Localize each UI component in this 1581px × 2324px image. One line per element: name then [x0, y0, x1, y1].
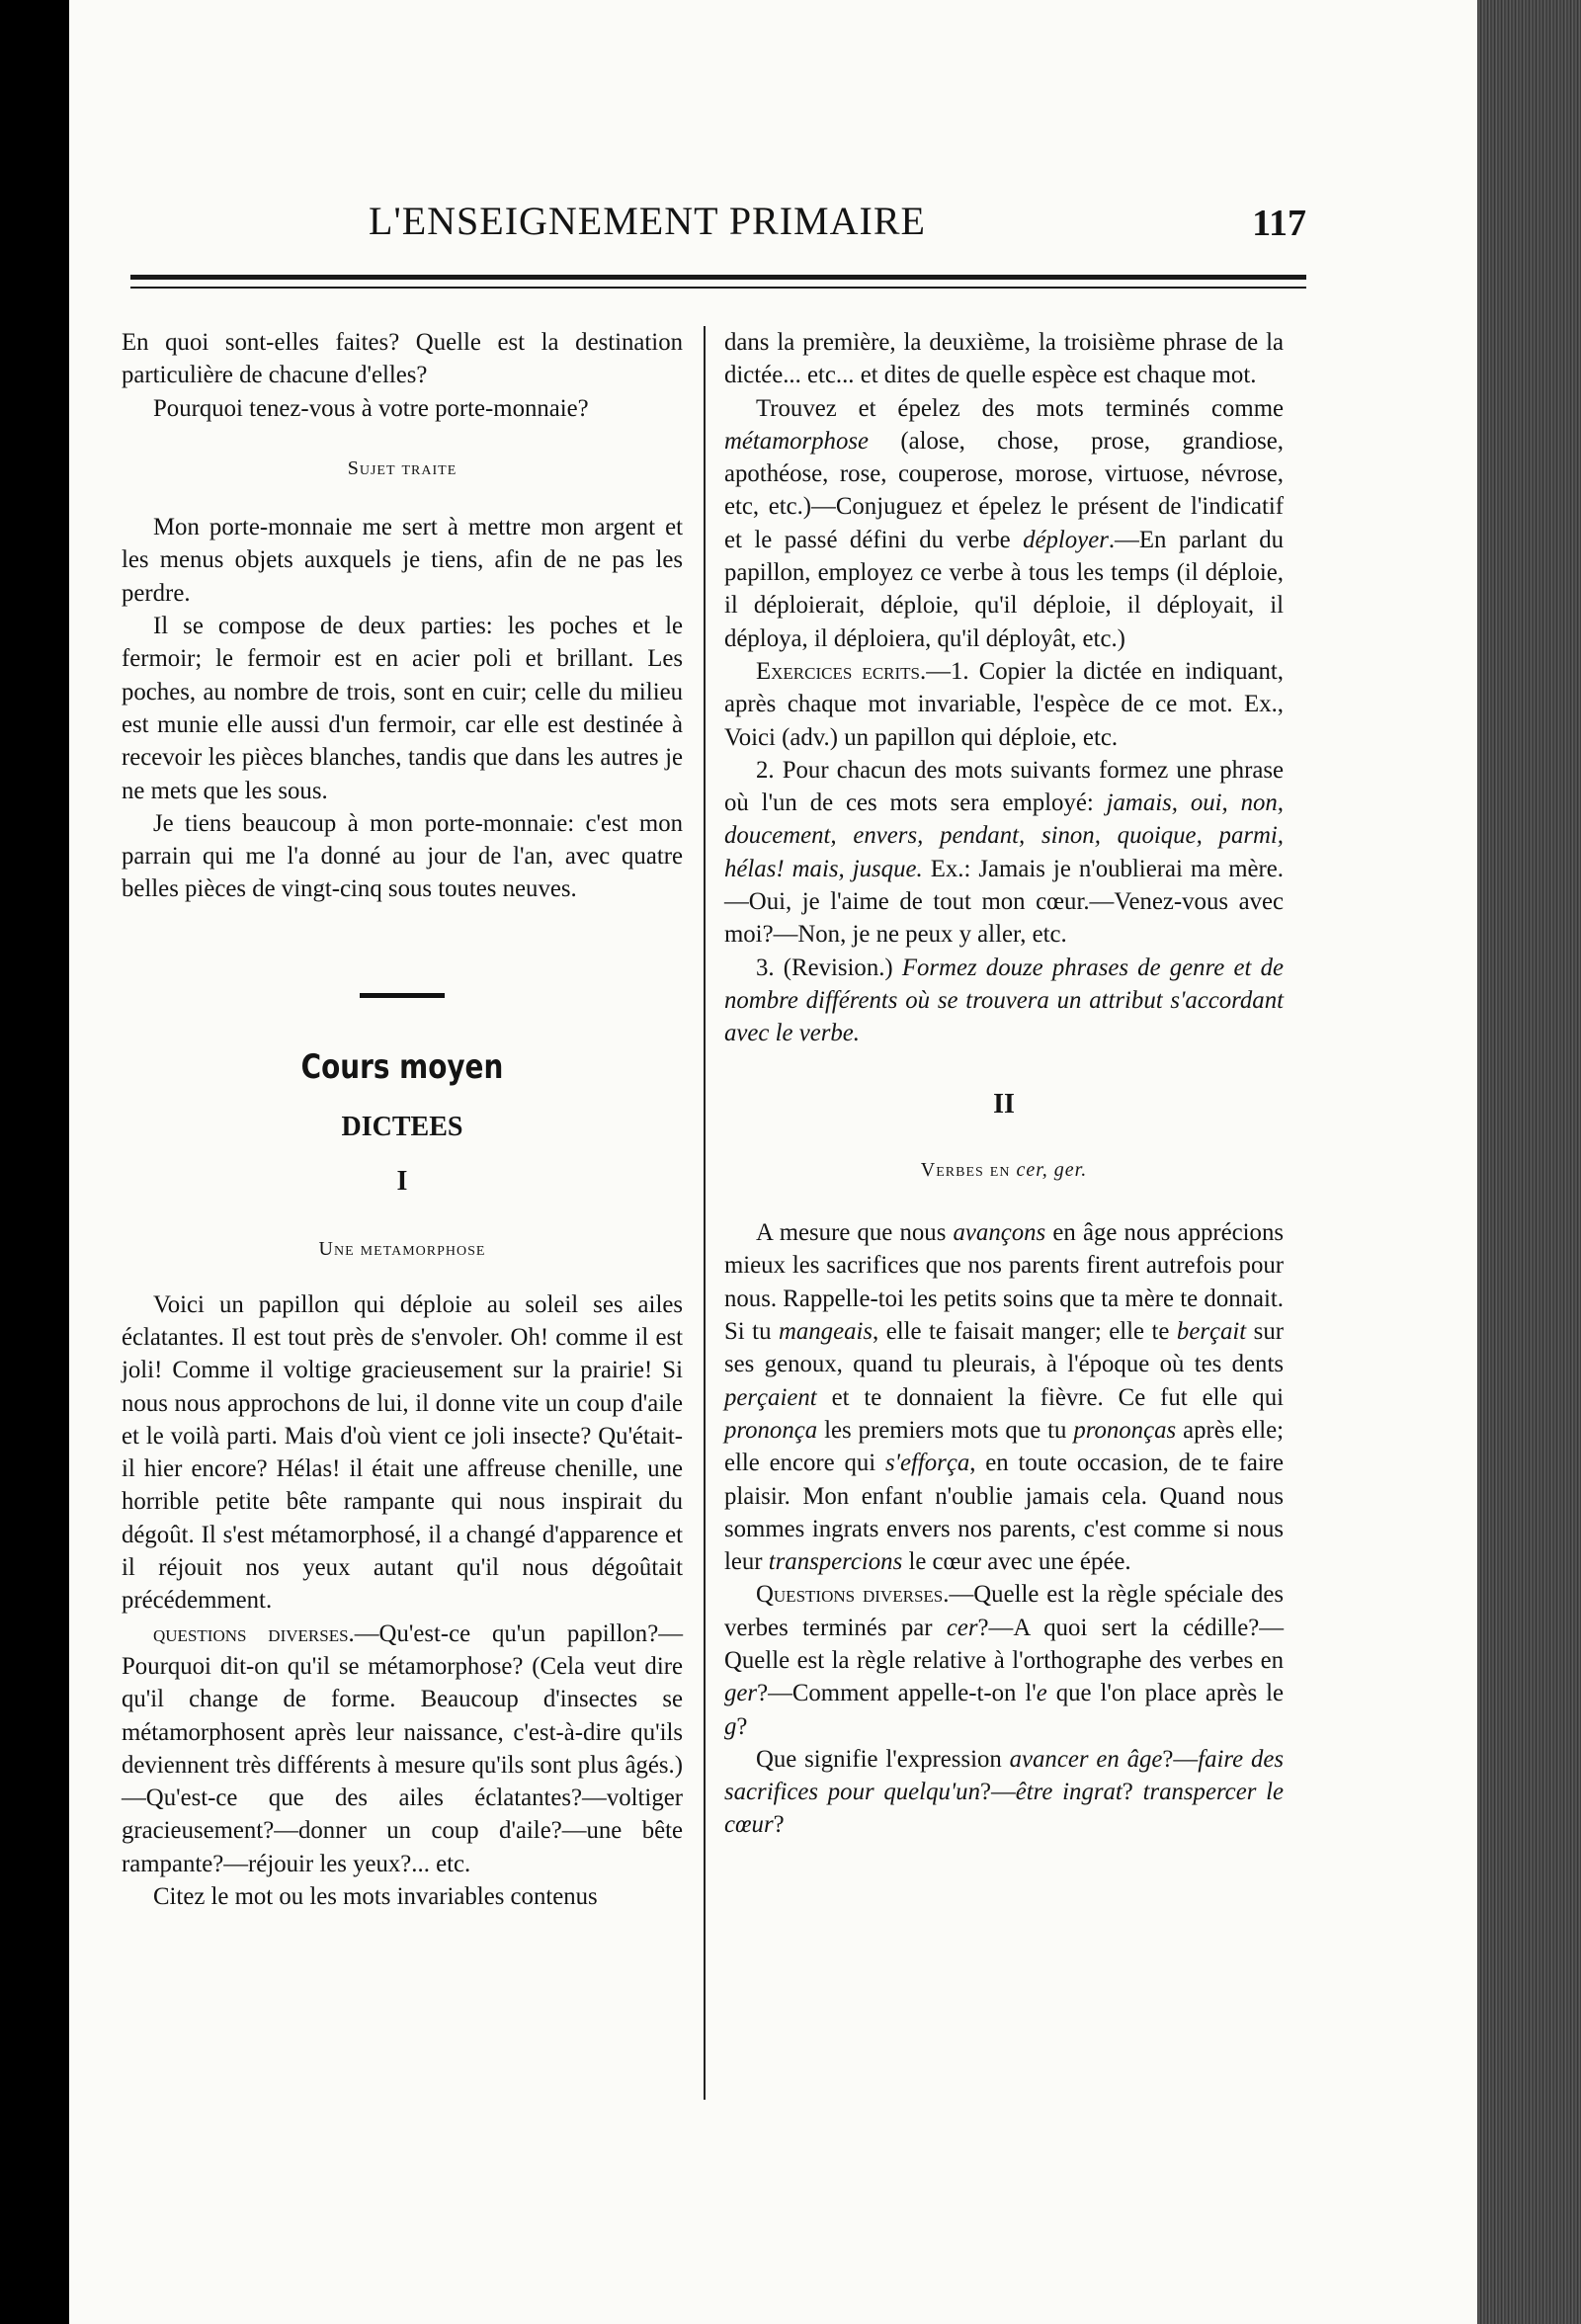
italic-text: transpercer le cœur — [724, 1779, 1284, 1839]
text: Ex.: Jamais je n'oublierai ma mère.—Oui, je l'aime de tout mon cœur.—Venez-vous avec moi?—Non, je ne peux y aller, etc. — [724, 855, 1284, 949]
subheading-metamorphose: Une metamorphose — [318, 1238, 486, 1261]
text: Que signifie l'expression — [756, 1745, 1002, 1773]
text: ?—A quoi sert la cédille?—Quelle est la règle relative à l'orthographe des verbes en — [724, 1614, 1285, 1674]
page-edge-stack — [1477, 0, 1581, 2324]
roman-numeral-1: I — [396, 1166, 408, 1198]
paragraph: Je tiens beaucoup à mon porte-monnaie: c'est mon parrain qui me l'a donné au jour de l'an, avec quatre belles pièces de vingt-cinq sous toutes neuves. — [122, 809, 683, 903]
text: ? — [1122, 1779, 1133, 1806]
paragraph — [724, 1743, 1284, 1842]
paragraph — [122, 1618, 683, 1880]
paragraph: Il se compose de deux parties: les poches et le fermoir; le fermoir est en acier poli et brillant. Les poches, au nombre de trois, sont en cuir; celle du milieu est munie elle aussi d'un fermoir, car elle est destinée à recevoir les pièces blanches, tandis que dans les autres je ne mets que les sous. — [122, 613, 683, 804]
italic-text: déployer — [1023, 526, 1109, 553]
paragraph — [724, 952, 1284, 1050]
subheading-sujet-traite: Sujet traite — [347, 456, 458, 479]
italic-text: cer, ger. — [1016, 1158, 1088, 1181]
italic-text: e — [1036, 1680, 1047, 1707]
paragraph: Voici un papillon qui déploie au soleil ses ailes éclatantes. Il est tout près de s'envoler. Oh! comme il est joli! Comme il voltige gracieusement sur la prairie! Si nous nous approchons de lui, il donne vite un coup d'aile et le voilà parti. Mais d'où vient ce joli insecte? Qu'était-il hier encore? Hélas! il était une affreuse chenille, une horrible petite bête rampante qui nous inspirait du dégoût. Il s'est métamorphosé, il a changé d'apparence et il réjouit nos yeux autant qu'il nous dégoûtait précédemment. — [122, 1290, 683, 1615]
italic-text: métamorphose — [724, 427, 870, 455]
text: le cœur avec une épée. — [908, 1548, 1131, 1576]
text: en âge nous apprécions mieux les sacrifices que nos parents firent autrefois pour nous. Rappelle-toi les petits soins que ta mère te donnait. Si tu — [724, 1219, 1284, 1346]
questions-label: questions diverses. — [153, 1619, 355, 1647]
italic-text: avancer en âge — [1009, 1745, 1163, 1773]
text: A mesure que nous — [756, 1219, 947, 1247]
paragraph — [724, 754, 1284, 952]
text: après elle; elle encore qui — [724, 1416, 1285, 1477]
italic-text: prononças — [1073, 1416, 1177, 1444]
questions-text: —Qu'est-ce qu'un papillon?—Pourquoi dit-on qu'il se métamorphose? (Cela veut dire qu'il change de forme. Beaucoup d'insectes se métamorphosent après leur naissance, c'est-à-dire qu'ils deviennent très différents à mesure qu'ils sont plus âgés.)—Qu'est-ce que des ailes éclatantes?—voltiger gracieusement?—donner un coup d'aile?—une bête rampante?—réjouir les yeux?... etc. — [122, 1619, 683, 1877]
page-number: 117 — [1252, 203, 1306, 244]
right-column — [724, 326, 1284, 1842]
italic-text: perçaient — [724, 1383, 817, 1411]
dictees-heading: DICTEES — [341, 1111, 463, 1142]
italic-text: g — [724, 1712, 737, 1740]
section-separator — [360, 993, 445, 998]
italic-text: avançons — [953, 1219, 1046, 1247]
text: ?—Comment appelle-t-on l' — [757, 1680, 1037, 1707]
header-rule-thick — [130, 275, 1306, 280]
text: les premiers mots que tu — [824, 1416, 1067, 1444]
paragraph — [724, 1578, 1284, 1742]
running-title: L'ENSEIGNEMENT PRIMAIRE — [369, 199, 926, 243]
text: et te donnaient la fièvre. Ce fut elle qui — [831, 1383, 1284, 1411]
questions-label: Questions diverses. — [756, 1581, 950, 1609]
italic-text: jamais, oui, non, doucement, envers, pendant, sinon, quoique, parmi, hélas! mais, jusque. — [724, 789, 1285, 882]
italic-text: ger — [724, 1680, 758, 1707]
text: 2. Pour chacun des mots suivants formez une phrase où l'un de ces mots sera employé: — [724, 756, 1284, 817]
text: Verbes en — [920, 1158, 1011, 1181]
paragraph: Mon porte-monnaie me sert à mettre mon argent et les menus objets auxquels je tiens, afin de ne pas les perdre. — [122, 514, 683, 607]
text: —1. Copier la dictée en indiquant, après chaque mot invariable, l'espèce de ce mot. Ex., Voici (adv.) un papillon qui déploie, etc. — [724, 657, 1284, 751]
italic-text: faire des sacrifices pour quelqu'un — [724, 1745, 1284, 1806]
roman-numeral-2: II — [993, 1088, 1015, 1120]
exercices-label: Exercices ecrits. — [756, 657, 927, 685]
header-rule-thin — [130, 287, 1306, 289]
text: .—En parlant du papillon, employez ce verbe à tous les temps (il déploie, il déploierait, déploie, qu'il déploie, il déployait, il déploya, il déploiera, qu'il déployât, etc.) — [724, 526, 1284, 652]
column-divider — [704, 326, 706, 2100]
text: (alose, chose, prose, grandiose, apothéose, rose, couperose, morose, virtuose, névrose, etc, etc.)—Conjuguez et épelez le présent de l'indicatif et le passé défini du verbe — [724, 427, 1284, 553]
italic-text: berçait — [1176, 1318, 1247, 1346]
italic-text: être ingrat — [1015, 1779, 1123, 1806]
text: ?— — [1162, 1745, 1199, 1773]
italic-text: s'efforça — [885, 1450, 970, 1477]
text: ? — [773, 1811, 785, 1839]
text: 3. (Revision.) — [756, 954, 893, 981]
paragraph — [724, 1216, 1284, 1578]
italic-text: Formez douze phrases de genre et de nombre différents où se trouvera un attribut s'accordant avec le verbe. — [724, 954, 1284, 1047]
section-title: Cours moyen — [300, 1046, 504, 1087]
italic-text: cer — [946, 1614, 978, 1641]
italic-text: prononça — [724, 1416, 818, 1444]
paragraph — [724, 655, 1284, 754]
italic-text: mangeais — [778, 1318, 874, 1346]
paragraph — [724, 392, 1284, 655]
left-column — [122, 326, 683, 1913]
text: —Quelle est la règle spéciale des verbes terminés par — [724, 1581, 1284, 1641]
text: ?— — [979, 1779, 1016, 1806]
paragraph: dans la première, la deuxième, la troisième phrase de la dictée... etc... et dites de quelle espèce est chaque mot. — [724, 329, 1284, 389]
page-header — [128, 198, 1306, 257]
text: ? — [736, 1712, 748, 1740]
paragraph: En quoi sont-elles faites? Quelle est la destination particulière de chacune d'elles? — [122, 329, 683, 389]
text: , en toute occasion, de te faire plaisir. Mon enfant n'oublie jamais cela. Quand nous sommes ingrats envers nos parents, c'est comme si nous leur — [724, 1450, 1285, 1576]
subheading-verbes — [724, 1154, 1284, 1187]
paragraph: Pourquoi tenez-vous à votre porte-monnaie? — [153, 394, 589, 422]
text: sur ses genoux, quand tu pleurais, à l'époque où tes dents — [724, 1318, 1284, 1378]
italic-text: transpercions — [768, 1548, 903, 1576]
text: Trouvez et épelez des mots terminés comme — [756, 394, 1284, 422]
text: , elle te faisait manger; elle te — [873, 1318, 1170, 1346]
text: que l'on place après le — [1055, 1680, 1284, 1707]
paragraph: Citez le mot ou les mots invariables contenus — [153, 1882, 598, 1910]
